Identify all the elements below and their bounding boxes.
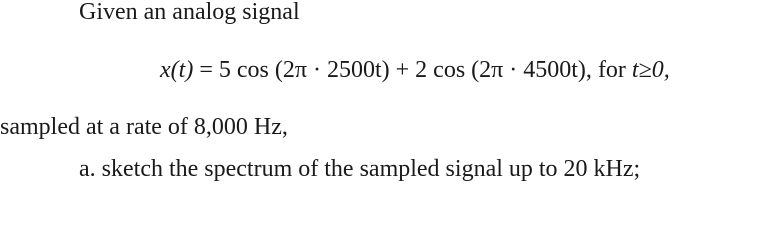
equation-plus: + [395, 57, 410, 83]
signal-equation [160, 58, 670, 82]
part-a-label: a. [79, 156, 96, 182]
intro-text: Given an analog signal [79, 0, 300, 25]
equation-term-1: 5 cos (2π · 2500t) [218, 57, 390, 83]
equation-term-2: 2 cos (2π · 4500t), [415, 57, 592, 83]
equation-condition: t≥0, [631, 57, 670, 83]
sampling-rate-text: sampled at a rate of 8,000 Hz, [0, 114, 288, 140]
part-a-text: sketch the spectrum of the sampled signal up to 20 kHz; [101, 156, 641, 182]
equation-lhs: x(t) [160, 57, 194, 83]
part-a [79, 157, 640, 181]
equation-equals: = [199, 57, 213, 83]
equation-condition-word: for [597, 57, 626, 83]
